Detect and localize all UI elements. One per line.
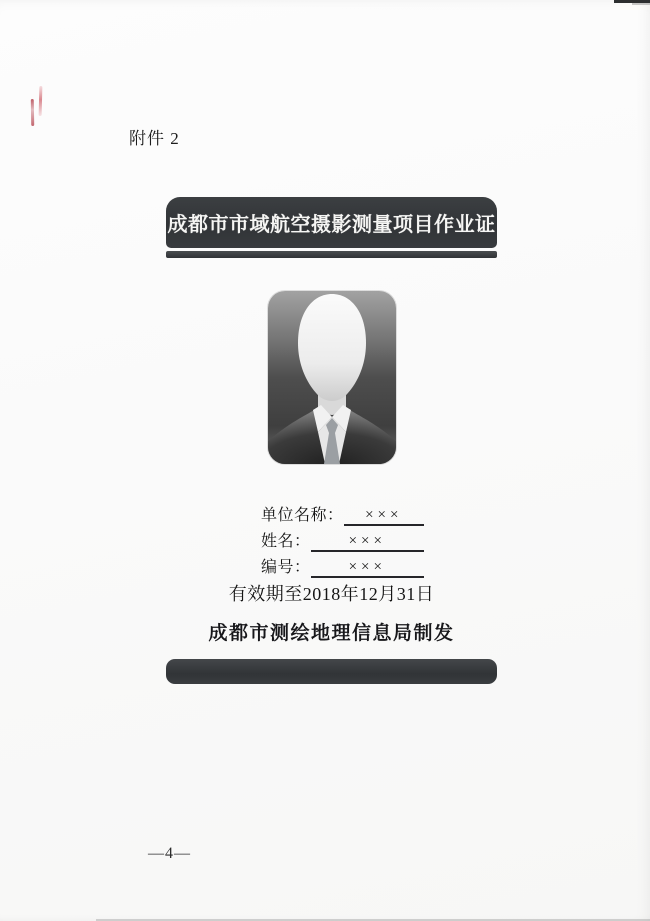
card-fields [261, 500, 424, 578]
field-row-name [261, 526, 424, 552]
field-value-line: ××× [311, 558, 424, 578]
field-value-line: ××× [311, 532, 424, 552]
scan-smudge-top-right-faint [632, 3, 650, 5]
red-ink-mark [31, 99, 34, 126]
field-value-line: ××× [344, 506, 424, 526]
work-permit-card [166, 197, 497, 684]
card-bottom-bar [166, 659, 497, 684]
field-row-unit-name [261, 500, 424, 526]
red-ink-mark [39, 86, 43, 116]
page-number: —4— [148, 845, 191, 862]
card-title: 成都市市域航空摄影测量项目作业证 [167, 214, 496, 236]
field-label: 编号： [261, 558, 311, 576]
field-row-number [261, 552, 424, 578]
card-title-bar [166, 197, 497, 248]
issuing-authority-line: 成都市测绘地理信息局制发 [208, 623, 455, 644]
validity-date-line: 有效期至2018年12月31日 [228, 584, 435, 604]
field-label: 单位名称： [261, 506, 344, 524]
field-label: 姓名： [261, 532, 311, 550]
person-silhouette-icon [268, 291, 396, 464]
attachment-label: 附件 2 [129, 129, 180, 148]
photo-placeholder [268, 291, 396, 464]
card-title-underline-bar [166, 251, 497, 258]
